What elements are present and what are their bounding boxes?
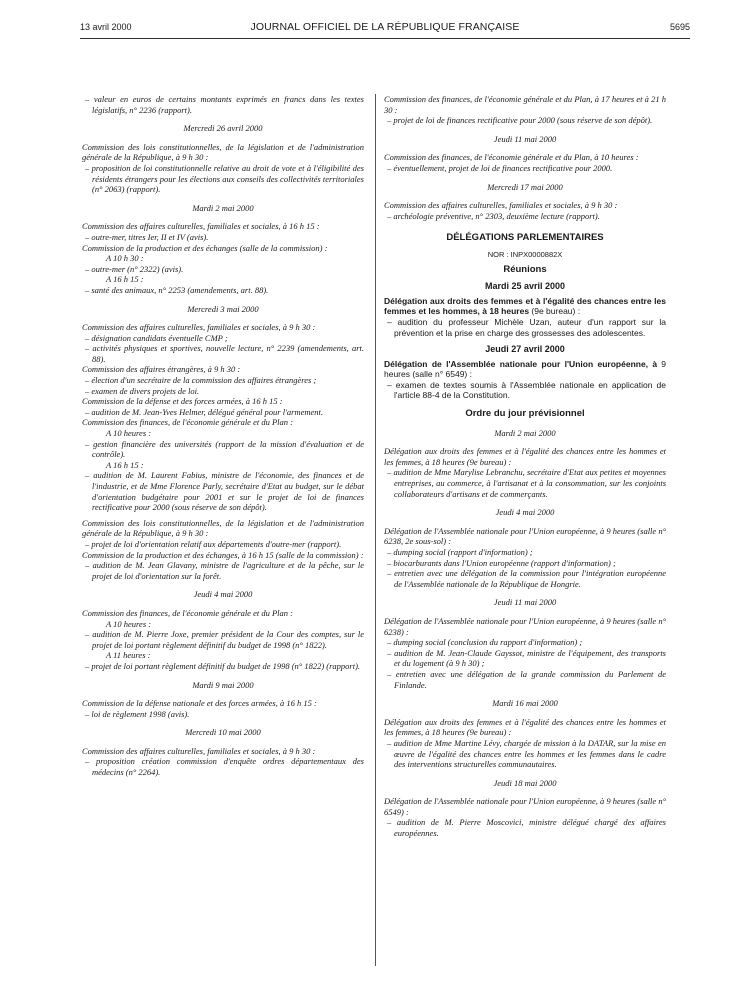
agenda-item: – activités physiques et sportives, nouvelle lecture, n° 2239 (amendements, art. 88). — [85, 343, 364, 364]
page-number: 5695 — [669, 22, 690, 32]
column-divider — [375, 94, 376, 966]
committee-line: Commission de la défense et des forces armées, à 16 h 15 : — [82, 396, 283, 407]
agenda-item: – outre-mer (n° 2322) (avis). — [85, 263, 184, 274]
committee-line: Commission de la défense nationale et des forces armées, à 16 h 15 : — [82, 698, 317, 709]
section-title: DÉLÉGATIONS PARLEMENTAIRES — [446, 232, 604, 244]
left-column — [82, 94, 364, 778]
committee-line: Délégation de l'Assemblée nationale pour l'Union européenne, à 9 heures (salle n° 6238, 2e sous-sol) : — [384, 525, 666, 547]
date-heading: Mardi 16 mai 2000 — [492, 698, 558, 709]
agenda-item: – loi de règlement 1998 (avis). — [85, 708, 190, 719]
agenda-item: – audition de M. Pierre Moscovici, ministre délégué chargé des affaires européennes. — [387, 817, 666, 839]
agenda-item: – santé des animaux, n° 2253 (amendements, art. 88). — [85, 284, 269, 295]
delegation-room: 9 heures (salle n° 6549) : — [384, 358, 667, 380]
date-heading-bold: Mardi 25 avril 2000 — [484, 281, 566, 292]
date-heading: Mardi 2 mai 2000 — [192, 202, 254, 213]
committee-line: Délégation aux droits des femmes et à l'égalité des chances entre les hommes et les femmes, à 18 heures (9e bureau) : — [384, 446, 666, 467]
subsection-title: Ordre du jour prévisionnel — [465, 408, 585, 420]
delegation-line — [384, 296, 666, 317]
delegation-room: (9e bureau) : — [529, 306, 581, 317]
page-header — [80, 18, 690, 34]
delegation-name: Délégation aux droits des femmes et à l'égalité des chances entre les femmes et les hommes, à 18 heures — [384, 295, 666, 317]
agenda-item: – audition de M. Laurent Fabius, ministre de l'économie, des finances et de l'industrie, et de Mme Florence Parly, secrétaire d'Etat au budget, sur le débat d'orientation budgétaire pour 2001 et sur le projet de loi de finances rectificative pour 2000 (sous réserve de son dépôt). — [85, 470, 364, 513]
agenda-item: – outre-mer, titres Ier, II et IV (avis). — [85, 231, 209, 242]
committee-line: Commission des affaires culturelles, familiales et sociales, à 9 h 30 : — [82, 322, 316, 333]
delegation-line — [384, 359, 666, 380]
agenda-item: – projet de loi de finances rectificative pour 2000 (sous réserve de son dépôt). — [387, 115, 653, 126]
agenda-item: – examen de divers projets de loi. — [85, 385, 200, 396]
time-line: A 16 h 15 : — [106, 459, 144, 470]
committee-line: Délégation aux droits des femmes et à l'égalité des chances entre les hommes et les femmes, à 18 heures (9e bureau) : — [384, 716, 666, 738]
committee-line: Commission des finances, de l'économie générale et du Plan : — [82, 607, 293, 618]
time-line: A 10 heures : — [106, 428, 152, 439]
date-heading: Mardi 2 mai 2000 — [494, 427, 556, 438]
agenda-item: – valeur en euros de certains montants exprimés en francs dans les textes législatifs, n° 2236 (rapport). — [85, 94, 364, 115]
header-date: 13 avril 2000 — [80, 22, 132, 32]
agenda-item: – entretien avec une délégation de la commission pour l'intégration européenne de l'Assemblée nationale de la République de Hongrie. — [387, 568, 666, 589]
time-line: A 10 h 30 : — [106, 253, 144, 264]
committee-line: Délégation de l'Assemblée nationale pour l'Union européenne, à 9 heures (salle n° 6238) : — [384, 615, 666, 637]
date-heading: Mercredi 10 mai 2000 — [185, 727, 261, 738]
time-line: A 11 heures : — [106, 650, 151, 661]
date-heading: Jeudi 4 mai 2000 — [193, 589, 253, 600]
committee-line: Commission de la production et des échanges, à 16 h 15 (salle de la commission) : — [82, 549, 364, 560]
subsection-title: Réunions — [503, 263, 547, 275]
header-rule — [80, 38, 690, 39]
agenda-item: – audition de M. Pierre Joxe, premier président de la Cour des comptes, sur le projet de loi portant règlement définitif du budget de 1998 (n° 1822). — [85, 629, 364, 650]
delegation-name: Délégation de l'Assemblée nationale pour l'Union européenne, à — [384, 358, 658, 369]
agenda-item: – dumping social (rapport d'information) ; — [387, 547, 533, 557]
agenda-item: – dumping social (conclusion du rapport d'information) ; — [387, 637, 583, 648]
committee-line: Commission des lois constitutionnelles, de la législation et de l'administration générale de la République, à 9 h 30 : — [82, 517, 364, 539]
committee-line: Commission des finances, de l'économie générale et du Plan, à 10 heures : — [384, 152, 639, 163]
date-heading: Jeudi 4 mai 2000 — [495, 507, 555, 518]
time-line: A 10 heures : — [106, 618, 152, 629]
committee-line: Commission des affaires étrangères, à 9 h 30 : — [82, 364, 241, 375]
agenda-item: – entretien avec une délégation de la grande commission du Parlement de Finlande. — [387, 668, 666, 690]
date-heading: Jeudi 11 mai 2000 — [493, 133, 557, 144]
date-heading: Mardi 9 mai 2000 — [192, 679, 254, 690]
date-heading: Mercredi 17 mai 2000 — [487, 181, 563, 192]
agenda-item: – proposition de loi constitutionnelle relative au droit de vote et à l'éligibilité des résidents étrangers pour les élections aux conseils des collectivités territoriales (n° 2063) (rapport). — [85, 162, 364, 195]
agenda-item: – éventuellement, projet de loi de finances rectificative pour 2000. — [387, 162, 613, 173]
agenda-item: – archéologie préventive, n° 2303, deuxième lecture (rapport). — [387, 210, 600, 221]
agenda-item: – projet de loi portant règlement définitif du budget de 1998 (n° 1822) (rapport). — [85, 660, 361, 671]
agenda-item: – audition du professeur Michèle Uzan, auteur d'un rapport sur la prévention et la prise en charge des grossesses des adolescentes. — [387, 316, 666, 338]
agenda-item: – audition de M. Jean-Claude Gayssot, ministre de l'équipement, des transports et du logement (à 9 h 30) ; — [387, 647, 666, 669]
committee-line: Commission des lois constitutionnelles, de la législation et de l'administration générale de la République, à 9 h 30 : — [82, 141, 364, 163]
agenda-item: – proposition création commission d'enquête ordres départementaux des médecins (n° 2264). — [85, 756, 364, 778]
date-heading: Jeudi 18 mai 2000 — [493, 777, 557, 788]
committee-line: Commission des finances, de l'économie générale et du Plan : — [82, 417, 293, 428]
agenda-item: – audition de Mme Marylise Lebranchu, secrétaire d'Etat aux petites et moyennes entreprises, au commerce, à l'artisanat et à la consommation, sur les conjoints collaborateurs d'artisans et de commerçants. — [387, 467, 666, 499]
agenda-item: – gestion financière des universités (rapport de la mission d'évaluation et de contrôle). — [85, 438, 364, 460]
time-line: A 16 h 15 : — [106, 274, 144, 285]
agenda-item: – examen de textes soumis à l'Assemblée nationale en application de l'article 88-4 de la Constitution. — [387, 379, 666, 401]
date-heading-bold: Jeudi 27 avril 2000 — [485, 344, 565, 355]
committee-line: Commission des affaires culturelles, familiales et sociales, à 9 h 30 : — [384, 200, 618, 211]
date-heading: Mercredi 26 avril 2000 — [183, 123, 263, 134]
agenda-item: – élection d'un secrétaire de la commission des affaires étrangères ; — [85, 375, 317, 386]
date-heading: Mercredi 3 mai 2000 — [187, 303, 259, 314]
committee-line: Commission des affaires culturelles, familiales et sociales, à 16 h 15 : — [82, 221, 320, 232]
agenda-item: – biocarburants dans l'Union européenne (rapport d'information) ; — [387, 557, 616, 568]
committee-line: Commission de la production et des échanges (salle de la commission) : — [82, 242, 328, 253]
nor-reference: NOR : INPX0000882X — [487, 249, 563, 259]
journal-title: JOURNAL OFFICIEL DE LA RÉPUBLIQUE FRANÇAISE — [250, 21, 520, 33]
agenda-item: – projet de loi d'orientation relatif aux départements d'outre-mer (rapport). — [85, 538, 342, 549]
right-column — [384, 94, 666, 839]
committee-line: Commission des finances, de l'économie générale et du Plan, à 17 heures et à 21 h 30 : — [384, 94, 666, 115]
committee-line: Délégation de l'Assemblée nationale pour l'Union européenne, à 9 heures (salle n° 6549) : — [384, 796, 666, 817]
agenda-item: – audition de M. Jean-Yves Helmer, délégué général pour l'armement. — [85, 406, 324, 417]
agenda-item: – audition de M. Jean Glavany, ministre de l'agriculture et de la pêche, sur le projet de loi d'orientation sur la forêt. — [85, 560, 364, 581]
committee-line: Commission des affaires culturelles, familiales et sociales, à 9 h 30 : — [82, 745, 316, 756]
agenda-item: – audition de Mme Martine Lévy, chargée de mission à la DATAR, sur la mise en œuvre de l'égalité des chances entre les hommes et les femmes dans le cadre des interventions structurelles communautaires. — [387, 737, 666, 770]
agenda-item: – désignation candidats éventuelle CMP ; — [85, 332, 228, 343]
date-heading: Jeudi 11 mai 2000 — [493, 597, 557, 608]
